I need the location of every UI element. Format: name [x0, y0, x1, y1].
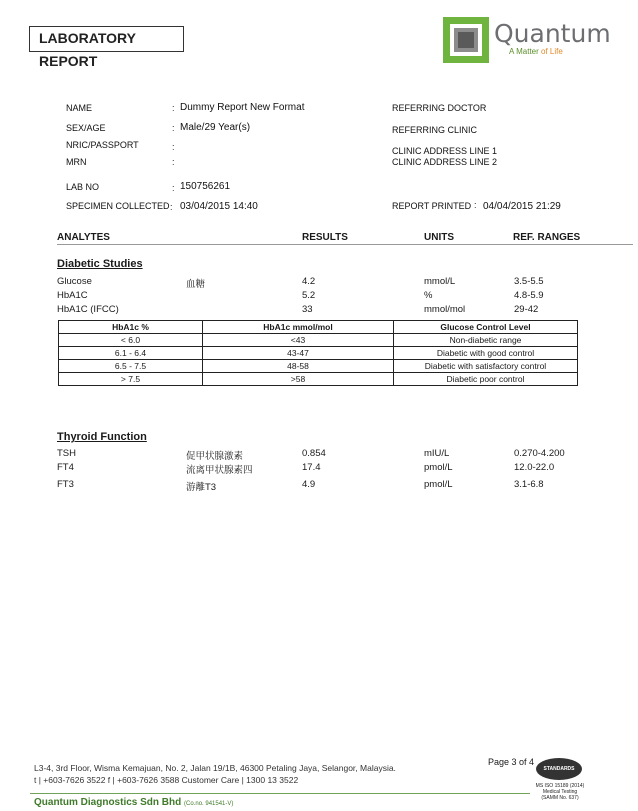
referring-doctor-label: REFERRING DOCTOR	[392, 103, 487, 113]
col-analytes: ANALYTES	[57, 232, 110, 243]
hba1c-reference-table	[58, 320, 578, 386]
iso-accreditation: MS ISO 15189 (2014) Medical Testing (SAMM No. 637)	[535, 783, 585, 801]
labno-label: LAB NO	[66, 182, 100, 192]
nric-label: NRIC/PASSPORT	[66, 140, 139, 150]
sexage-label: SEX/AGE	[66, 123, 106, 133]
table-row: 6.1 - 6.4 43-47 Diabetic with good control	[59, 347, 578, 360]
table-header-row: HbA1c % HbA1c mmol/mol Glucose Control Level	[59, 321, 578, 334]
standards-badge-icon: STANDARDS	[536, 758, 582, 780]
referring-clinic-label: REFERRING CLINIC	[392, 125, 478, 135]
report-printed-date: 04/04/2015 21:29	[483, 201, 561, 212]
col-results: RESULTS	[302, 232, 348, 243]
brand-tagline: A Matter of Life	[509, 47, 563, 56]
specimen-collected: 03/04/2015 14:40	[180, 201, 258, 212]
clinic-address-line-1: CLINIC ADDRESS LINE 1	[392, 146, 498, 156]
footer-address: L3-4, 3rd Floor, Wisma Kemajuan, No. 2, Jalan 19/1B, 46300 Petaling Jaya, Selangor, Malaysia.	[34, 763, 396, 773]
page-number: Page 3 of 4	[488, 757, 535, 767]
table-row: < 6.0 <43 Non-diabetic range	[59, 334, 578, 347]
col-units: UNITS	[424, 232, 454, 243]
header-divider	[57, 244, 633, 245]
report-title: LABORATORY REPORT	[29, 26, 184, 52]
col-ref-ranges: REF. RANGES	[513, 232, 581, 243]
section-title-thyroid: Thyroid Function	[57, 431, 147, 443]
mrn-label: MRN	[66, 157, 87, 167]
lab-number: 150756261	[180, 181, 231, 192]
company-name: Quantum Diagnostics Sdn Bhd (Co.no. 941541-V)	[34, 797, 234, 808]
quantum-logo-icon	[443, 17, 489, 63]
brand-name: Quantum	[494, 19, 611, 48]
specimen-label: SPECIMEN COLLECTED	[66, 201, 170, 211]
footer-divider	[30, 793, 530, 794]
section-title-diabetic: Diabetic Studies	[57, 258, 143, 270]
table-row: 6.5 - 7.5 48-58 Diabetic with satisfactory control	[59, 360, 578, 373]
patient-name: Dummy Report New Format	[180, 102, 305, 113]
report-printed-label: REPORT PRINTED	[392, 201, 472, 211]
footer-contact: t | +603-7626 3522 f | +603-7626 3588 Customer Care | 1300 13 3522	[34, 775, 299, 785]
name-label: NAME	[66, 103, 93, 113]
clinic-address-line-2: CLINIC ADDRESS LINE 2	[392, 157, 498, 167]
table-row: > 7.5 >58 Diabetic poor control	[59, 373, 578, 386]
patient-sexage: Male/29 Year(s)	[180, 122, 251, 133]
